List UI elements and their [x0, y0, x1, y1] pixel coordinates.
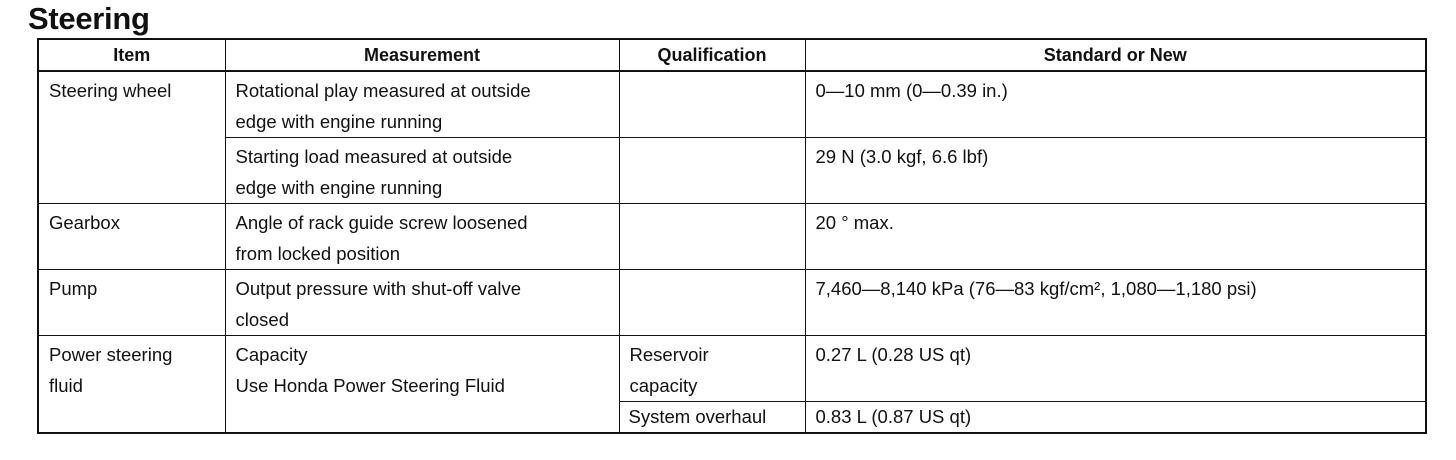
qualification-cell — [619, 336, 805, 402]
qualification-text: System overhaul — [628, 406, 767, 427]
item-label: Power steering — [49, 344, 173, 365]
header-measurement: Measurement — [225, 39, 619, 71]
item-cell — [38, 71, 225, 204]
standard-cell — [805, 402, 1426, 434]
standard-cell — [805, 138, 1426, 204]
measurement-text: Angle of rack guide screw loosened — [235, 212, 528, 233]
standard-cell — [805, 270, 1426, 336]
standard-cell — [805, 336, 1426, 402]
header-item: Item — [38, 39, 225, 71]
measurement-text: closed — [235, 309, 289, 330]
table-row — [38, 204, 1426, 270]
standard-value: 0—10 mm (0—0.39 in.) — [815, 80, 1008, 101]
standard-value: 7,460—8,140 kPa (76—83 kgf/cm², 1,080—1,180 psi) — [815, 278, 1257, 299]
standard-value: 0.83 L (0.87 US qt) — [815, 406, 972, 427]
item-cell — [38, 336, 225, 434]
header-standard: Standard or New — [805, 39, 1426, 71]
item-label: Steering wheel — [49, 80, 172, 101]
item-cell — [38, 270, 225, 336]
table-row — [38, 336, 1426, 402]
measurement-cell — [225, 204, 619, 270]
measurement-cell — [225, 336, 619, 434]
measurement-cell — [225, 71, 619, 138]
header-qualification: Qualification — [619, 39, 805, 71]
measurement-text: Starting load measured at outside — [235, 146, 513, 167]
measurement-text: Use Honda Power Steering Fluid — [235, 375, 505, 396]
qualification-text: capacity — [629, 375, 698, 396]
qualification-cell — [619, 138, 805, 204]
table-row — [38, 71, 1426, 138]
standard-value: 0.27 L (0.28 US qt) — [815, 344, 972, 365]
steering-spec-table — [37, 38, 1427, 434]
measurement-cell — [225, 138, 619, 204]
qualification-text: Reservoir — [629, 344, 709, 365]
table-header-row — [38, 39, 1426, 71]
item-label: fluid — [49, 375, 83, 396]
qualification-cell — [619, 71, 805, 138]
measurement-text: from locked position — [235, 243, 401, 264]
measurement-text: edge with engine running — [235, 111, 443, 132]
measurement-text: Output pressure with shut-off valve — [235, 278, 522, 299]
table-row — [38, 138, 1426, 204]
standard-value: 29 N (3.0 kgf, 6.6 lbf) — [815, 146, 989, 167]
item-label: Gearbox — [49, 212, 120, 233]
measurement-text: edge with engine running — [235, 177, 443, 198]
item-cell — [38, 204, 225, 270]
standard-value: 20 ° max. — [815, 212, 894, 233]
standard-cell — [805, 71, 1426, 138]
table-row — [38, 270, 1426, 336]
qualification-cell — [619, 270, 805, 336]
measurement-text: Capacity — [235, 344, 308, 365]
standard-cell — [805, 204, 1426, 270]
page-title: Steering — [28, 1, 150, 36]
qualification-cell — [619, 402, 805, 434]
measurement-text: Rotational play measured at outside — [235, 80, 531, 101]
measurement-cell — [225, 270, 619, 336]
qualification-cell — [619, 204, 805, 270]
item-label: Pump — [49, 278, 98, 299]
